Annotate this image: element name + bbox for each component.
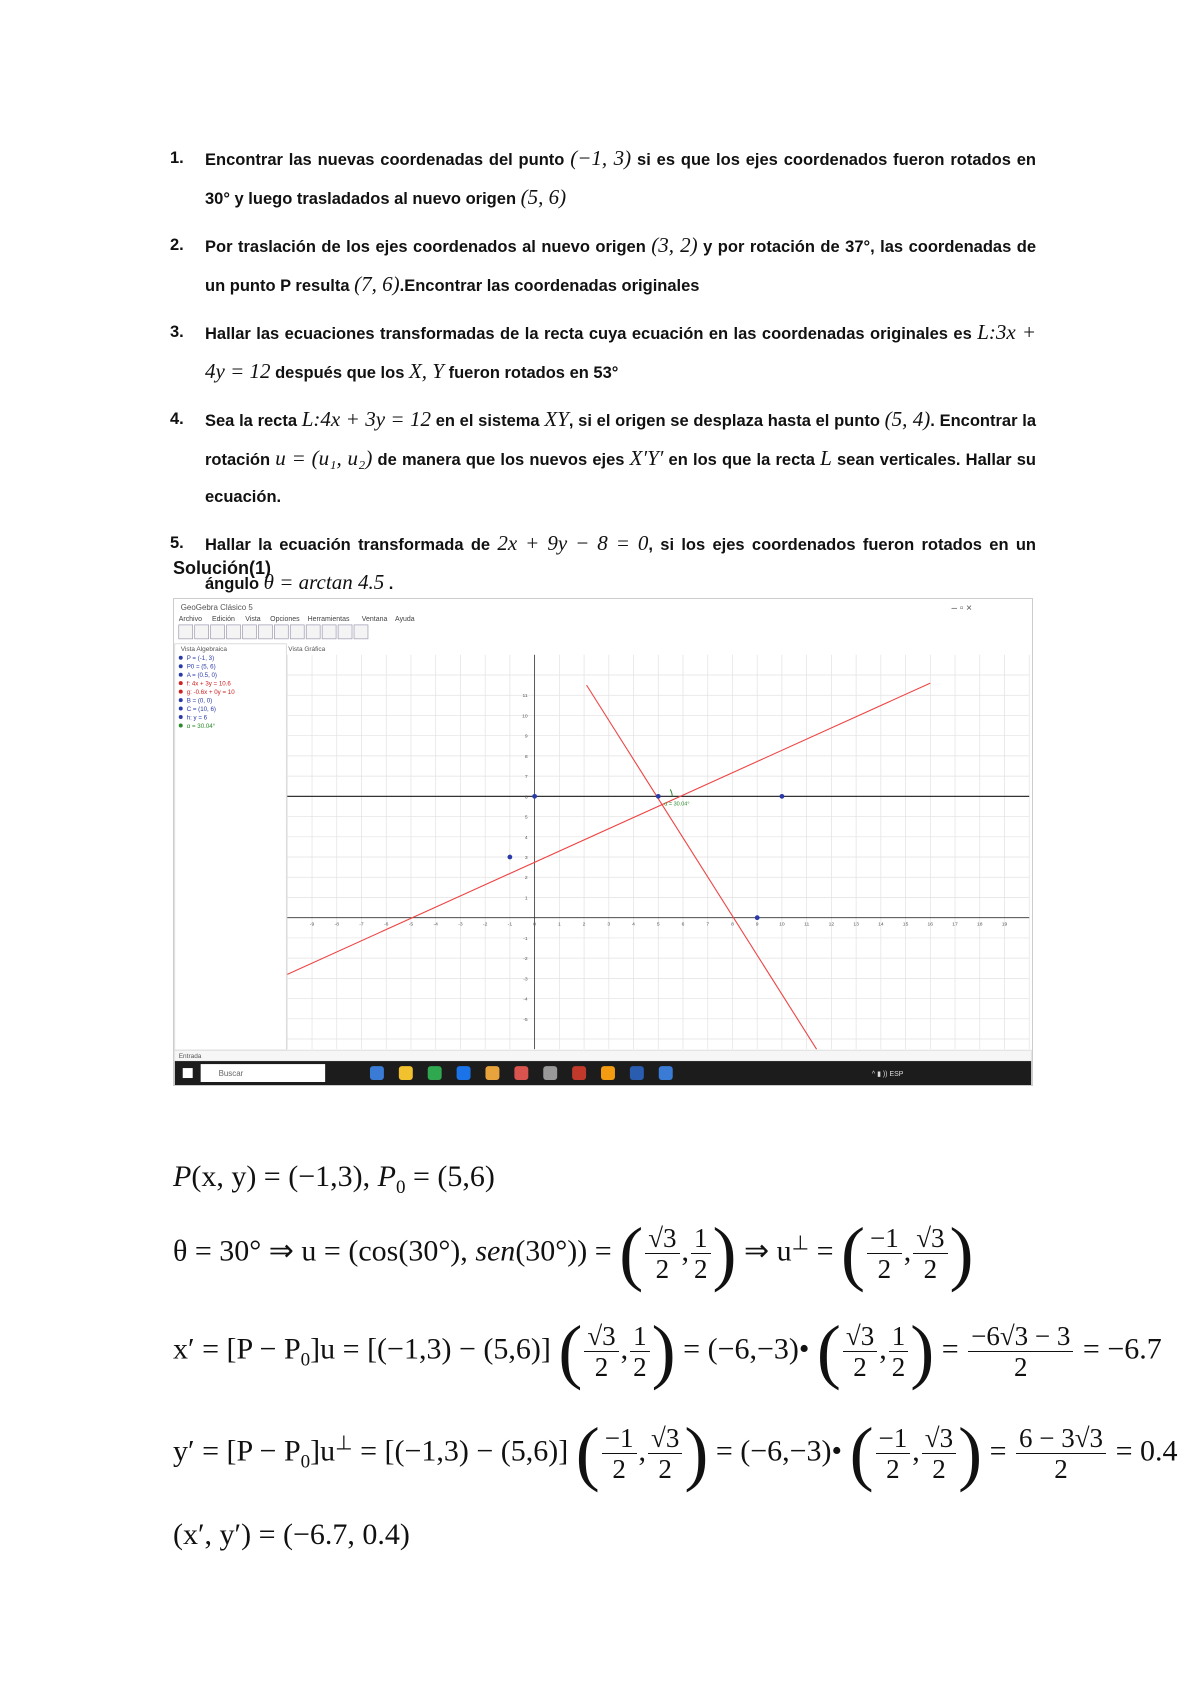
math-expression: X, Y [408,359,444,383]
y-tick-label: -1 [523,936,528,942]
y-tick-label: 7 [524,775,528,781]
fraction: $\frac{√3}{2}$ [913,1223,947,1284]
problem-text [205,227,1036,305]
y-tick-label: 5 [524,815,528,821]
algebra-item-dot[interactable] [179,707,183,711]
window-controls[interactable]: – ▫ × [951,602,972,614]
text-run: Encontrar las nuevas coordenadas del punto [205,151,571,169]
problem-number: 3. [170,323,184,341]
problem-item [170,140,1036,218]
y-tick-label: 8 [524,754,528,760]
x-tick-label: 3 [607,922,611,928]
equation-rotation-vector: θ = 30° ⇒ u = (cos(30°), sen(30°)) = ( $\frac{√3}{2}$ , $\frac{1}{2}$ ) ⇒ u⊥ = ( $\frac{-1}{2}$ , $\frac{√3}{2}$ ) [173,1213,974,1293]
fraction: $\frac{6 - 3√3}{2}$ [1016,1423,1106,1484]
algebra-item[interactable]: A = (0.5, 0) [186,672,218,680]
text-run: en los que la recta [663,451,821,469]
algebra-item-dot[interactable] [179,690,183,694]
fraction: $\frac{-1}{2}$ [602,1423,637,1484]
menu-item[interactable]: Archivo [178,615,202,623]
tool-button[interactable] [195,625,209,639]
equation-x-prime: $x' = [P - P_0]u = [(-1,3) - (5,6)]$ ( $\frac{√3}{2}$ , $\frac{1}{2}$ ) = (−6,−3)• ( $\frac{√3}{2}$ , $\frac{1}{2}$ ) = $\frac{-6√3 - 3}{2}$ = −6.7 [173,1311,1162,1391]
text-run: Hallar la ecuación transformada de [205,536,498,554]
problem-number: 1. [170,149,184,167]
math-expression: (5, 4) [884,407,931,431]
x-tick-label: 18 [977,922,983,928]
algebra-item[interactable]: P = (-1, 3) [186,655,215,663]
x-tick-label: 1 [557,922,561,928]
menu-item[interactable]: Herramientas [307,615,350,623]
x-tick-label: 8 [731,922,734,928]
math-expression: X′Y′ [629,446,664,470]
input-bar[interactable] [175,1050,1031,1061]
point-marker[interactable] [656,794,661,799]
taskbar-app-icon[interactable] [659,1066,673,1080]
y-tick-label: -4 [523,997,528,1003]
text-run: fueron rotados en 53° [443,364,619,382]
menu-item[interactable]: Opciones [270,615,300,623]
problem-item [170,314,1036,392]
y-tick-label: 1 [524,896,528,902]
tool-button[interactable] [242,625,256,639]
y-tick-label: 4 [524,835,528,841]
input-bar-label: Entrada [178,1053,202,1061]
text-run: , si el origen se desplaza hasta el punto [568,412,885,430]
equation-y-prime: $y' = [P - P_0]u^\perp = [(-1,3) - (5,6)]$ ( $\frac{-1}{2}$ , $\frac{√3}{2}$ ) = (−6,−3)• ( $\frac{-1}{2}$ , $\frac{√3}{2}$ ) = $\frac{6 - 3√3}{2}$ = 0.4 [173,1413,1178,1493]
x-tick-label: 19 [1001,922,1008,928]
x-tick-label: 15 [902,922,909,928]
taskbar-app-icon[interactable] [514,1066,528,1080]
x-tick-label: -9 [309,922,315,928]
x-tick-label: 13 [853,922,859,928]
algebra-item[interactable]: B = (0, 0) [186,697,213,705]
x-tick-label: 6 [681,922,685,928]
x-tick-label: 2 [582,922,586,928]
menu-item[interactable]: Edición [212,615,235,623]
math-expression: L:3x + 4y = 12 [205,320,1036,383]
tool-button[interactable] [227,625,241,639]
fraction: $\frac{1}{2}$ [889,1321,909,1382]
fraction: $\frac{-6√3 - 3}{2}$ [968,1321,1073,1382]
problem-item [170,227,1036,305]
text-run: sean verticales. Hallar su ecuación. [205,451,1036,506]
x-tick-label: 16 [927,922,934,928]
system-tray: ^ ▮ )) ESP [871,1071,904,1079]
tool-button[interactable] [354,625,368,639]
algebra-item[interactable]: g: -0.6x + 0y = 10 [186,689,235,697]
x-tick-label: -5 [408,922,414,928]
algebra-item-dot[interactable] [179,656,183,660]
y-tick-label: -5 [523,1017,528,1023]
window-background [175,599,1031,1085]
x-tick-label: -2 [482,922,488,928]
math-expression: (3, 2) [651,233,698,257]
fraction: $\frac{√3}{2}$ [584,1321,618,1382]
algebra-view-label: Vista Algebraica [180,645,228,653]
taskbar-search-placeholder: Buscar [218,1069,244,1079]
point-marker[interactable] [755,915,760,920]
math-expression: 2x + 9y − 8 = 0 [497,531,649,555]
angle-label: α = 30.04° [664,801,690,808]
math-expression: θ = arctan 4.5 [263,570,385,594]
problem-text [205,314,1036,392]
problem-text [205,525,1036,603]
algebra-item-dot[interactable] [179,664,183,668]
menu-item[interactable]: Ayuda [395,615,415,623]
fraction: $\frac{√3}{2}$ [645,1223,679,1284]
tool-button[interactable] [322,625,336,639]
taskbar-app-icon[interactable] [485,1066,499,1080]
x-tick-label: 10 [779,922,785,928]
algebra-item-dot[interactable] [179,723,183,727]
algebra-item-dot[interactable] [179,715,183,719]
y-tick-label: 9 [524,734,528,740]
solution-title: Solución(1) [173,558,271,578]
algebra-item-dot[interactable] [179,698,183,702]
equation-points: P(x, y) = (−1,3), $P_0 = (5,6)$ [173,1160,495,1198]
x-tick-label: -4 [433,922,438,928]
x-tick-label: 5 [656,922,660,928]
point-marker[interactable] [780,794,785,799]
point-marker[interactable] [507,855,512,860]
geogebra-screenshot [173,598,1033,1086]
text-run: , si los ejes coordenados fueron rotados en un ángulo [205,536,1036,593]
math-expression: (−1, 3) [570,146,632,170]
x-tick-label: 7 [706,922,710,928]
algebra-item[interactable]: f: 4x + 3y = 10.6 [186,680,231,688]
algebra-item[interactable]: α = 30.04° [186,722,216,730]
menu-item[interactable]: Vista [245,615,261,623]
graphics-view-label: Vista Gráfica [288,645,326,653]
y-tick-label: 6 [524,795,528,801]
math-expression: L [820,446,832,470]
windows-start-icon[interactable] [183,1068,193,1078]
fraction: $\frac{1}{2}$ [691,1223,711,1284]
x-tick-label: 12 [828,922,835,928]
y-tick-label: 11 [522,694,528,700]
x-tick-label: 4 [632,922,635,928]
taskbar-app-icon[interactable] [630,1066,644,1080]
fraction: $\frac{-1}{2}$ [867,1223,902,1284]
text-run: . Encontrar la rotación [205,412,1037,469]
text-run: de manera que los nuevos ejes [372,451,630,469]
text-run: después que los [270,364,409,382]
tool-button[interactable] [338,625,352,639]
text-run: Sea la recta [205,412,302,430]
equation-result: (x′, y′) = (−6.7, 0.4) [173,1518,410,1551]
problem-number: 5. [170,534,184,552]
problem-item [170,401,1036,516]
text-run: si es que los ejes coordenados fueron rotados en 30° y luego trasladados al nuevo origen [205,151,1036,208]
algebra-item[interactable]: h: y = 6 [186,714,208,722]
window-title: GeoGebra Clásico 5 [180,602,253,612]
taskbar-app-icon[interactable] [601,1066,615,1080]
y-tick-label: 2 [524,876,528,882]
problem-item [170,525,1036,603]
taskbar-app-icon[interactable] [572,1066,586,1080]
algebra-item-dot[interactable] [179,673,183,677]
x-tick-label: 11 [804,922,810,928]
text-run: y por rotación de 37°, las coordenadas de un punto P resulta [205,238,1036,295]
y-tick-label: 10 [522,714,528,720]
y-tick-label: -2 [523,957,528,963]
text-run: Hallar las ecuaciones transformadas de la recta cuya ecuación en las coordenadas originales es [205,325,978,343]
tool-button[interactable] [290,625,304,639]
text-run: en el sistema [430,412,545,430]
math-expression: u = (u₁, u₂) [275,446,373,470]
taskbar-app-icon[interactable] [428,1066,442,1080]
taskbar-app-icon[interactable] [370,1066,384,1080]
x-tick-label: -7 [359,922,364,928]
math-expression: (7, 6) [354,272,400,296]
x-tick-label: -6 [384,922,389,928]
problem-number: 2. [170,236,184,254]
problem-number: 4. [170,410,184,428]
tool-button[interactable] [179,625,193,639]
text-run: Por traslación de los ejes coordenados al nuevo origen [205,238,652,256]
tool-button[interactable] [306,625,320,639]
problem-list [170,140,1036,612]
y-tick-label: -3 [523,977,528,983]
x-tick-label: -8 [334,922,339,928]
point-marker[interactable] [532,794,537,799]
x-tick-label: -1 [507,922,513,928]
problem-text [205,140,1036,218]
algebra-item-dot[interactable] [179,681,183,685]
fraction: $\frac{√3}{2}$ [843,1321,877,1382]
text-run: .Encontrar las coordenadas originales [399,277,700,295]
math-expression: XY [544,407,569,431]
menu-item[interactable]: Ventana [361,615,388,623]
math-expression: L:4x + 3y = 12 [301,407,431,431]
x-tick-label: 0 [533,922,536,928]
y-tick-label: 3 [524,856,528,862]
taskbar-app-icon[interactable] [543,1066,557,1080]
fraction: $\frac{√3}{2}$ [922,1423,956,1484]
tool-button[interactable] [274,625,288,639]
algebra-item[interactable]: C = (10, 6) [186,706,216,714]
taskbar-app-icon[interactable] [399,1066,413,1080]
tool-button[interactable] [211,625,225,639]
x-tick-label: -3 [458,922,463,928]
algebra-view-panel [175,644,287,1050]
fraction: $\frac{1}{2}$ [630,1321,650,1382]
tool-button[interactable] [258,625,272,639]
problem-text [205,401,1036,516]
x-tick-label: 9 [755,922,759,928]
math-expression: (5, 6) [520,185,567,209]
text-run: . [384,575,394,593]
fraction: $\frac{-1}{2}$ [876,1423,911,1484]
x-tick-label: 17 [952,922,958,928]
taskbar-app-icon[interactable] [457,1066,471,1080]
x-tick-label: 14 [878,922,884,928]
algebra-item[interactable]: P0 = (5, 6) [186,663,216,671]
fraction: $\frac{√3}{2}$ [648,1423,682,1484]
